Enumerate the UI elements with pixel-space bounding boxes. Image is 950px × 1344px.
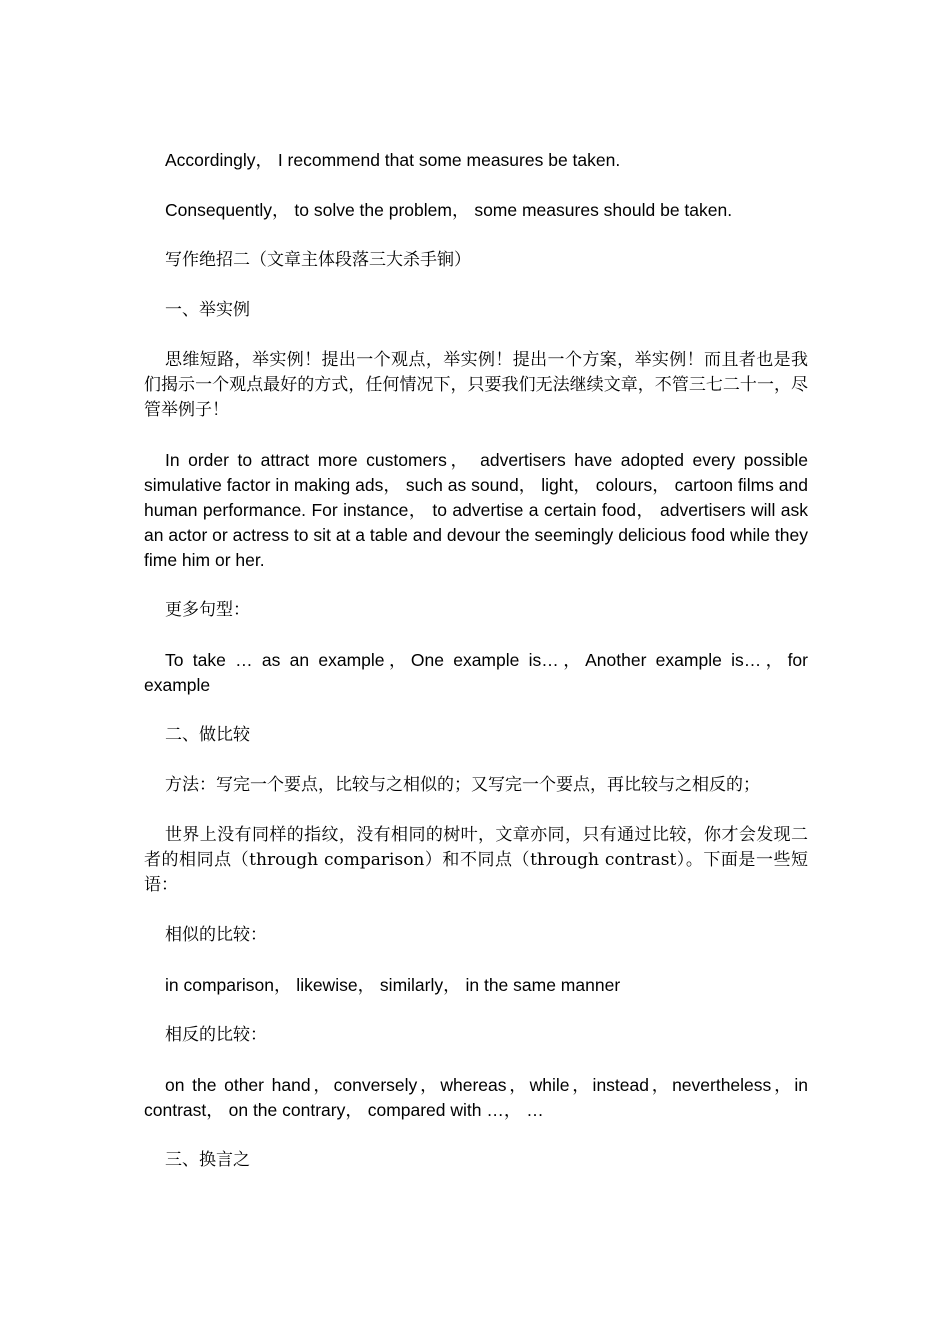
paragraph-comparison-method: 方法：写完一个要点，比较与之相似的；又写完一个要点，再比较与之相反的； [165, 775, 760, 795]
subheading-similar-comparison: 相似的比较： [165, 925, 267, 945]
subheading-more-patterns: 更多句型： [165, 600, 250, 620]
subheading-give-examples: 一、举实例 [165, 300, 250, 320]
subheading-contrast-comparison: 相反的比较： [165, 1025, 267, 1045]
paragraph-contrast-phrases: on the other hand，conversely，whereas，while，instead，nevertheless，in contrast， on the contrary， compared with …， … [144, 1075, 808, 1120]
paragraph-example-phrases: To take … as an example，One example is…，Another example is…，for example [144, 650, 808, 695]
paragraph-consequently: Consequently， to solve the problem， some measures should be taken. [165, 200, 733, 220]
section-heading-writing-tip-two: 写作绝招二（文章主体段落三大杀手锏） [165, 250, 471, 270]
subheading-in-other-words: 三、换言之 [165, 1150, 250, 1170]
paragraph-comparison-intro: 世界上没有同样的指纹，没有相同的树叶，文章亦同，只有通过比较，你才会发现二者的相同点（through comparison）和不同点（through contrast）。下面是一些短语： [144, 825, 808, 895]
paragraph-accordingly: Accordingly， I recommend that some measures be taken. [165, 150, 621, 170]
paragraph-similar-phrases: in comparison， likewise， similarly， in the same manner [165, 975, 621, 995]
subheading-make-comparison: 二、做比较 [165, 725, 250, 745]
document-page [144, 148, 808, 1198]
paragraph-advertisers-example: In order to attract more customers， advertisers have adopted every possible simulative factor in making ads， such as sound， light， colours， cartoon films and human performance. For instance， to advertise a certain food， advertisers will ask an actor or actress to sit at a table and devour the seemingly delicious food while they fime him or her. [144, 450, 808, 570]
paragraph-examples-intro: 思维短路，举实例！提出一个观点，举实例！提出一个方案，举实例！而且者也是我们揭示一个观点最好的方式，任何情况下，只要我们无法继续文章，不管三七二十一，尽管举例子！ [144, 350, 808, 420]
